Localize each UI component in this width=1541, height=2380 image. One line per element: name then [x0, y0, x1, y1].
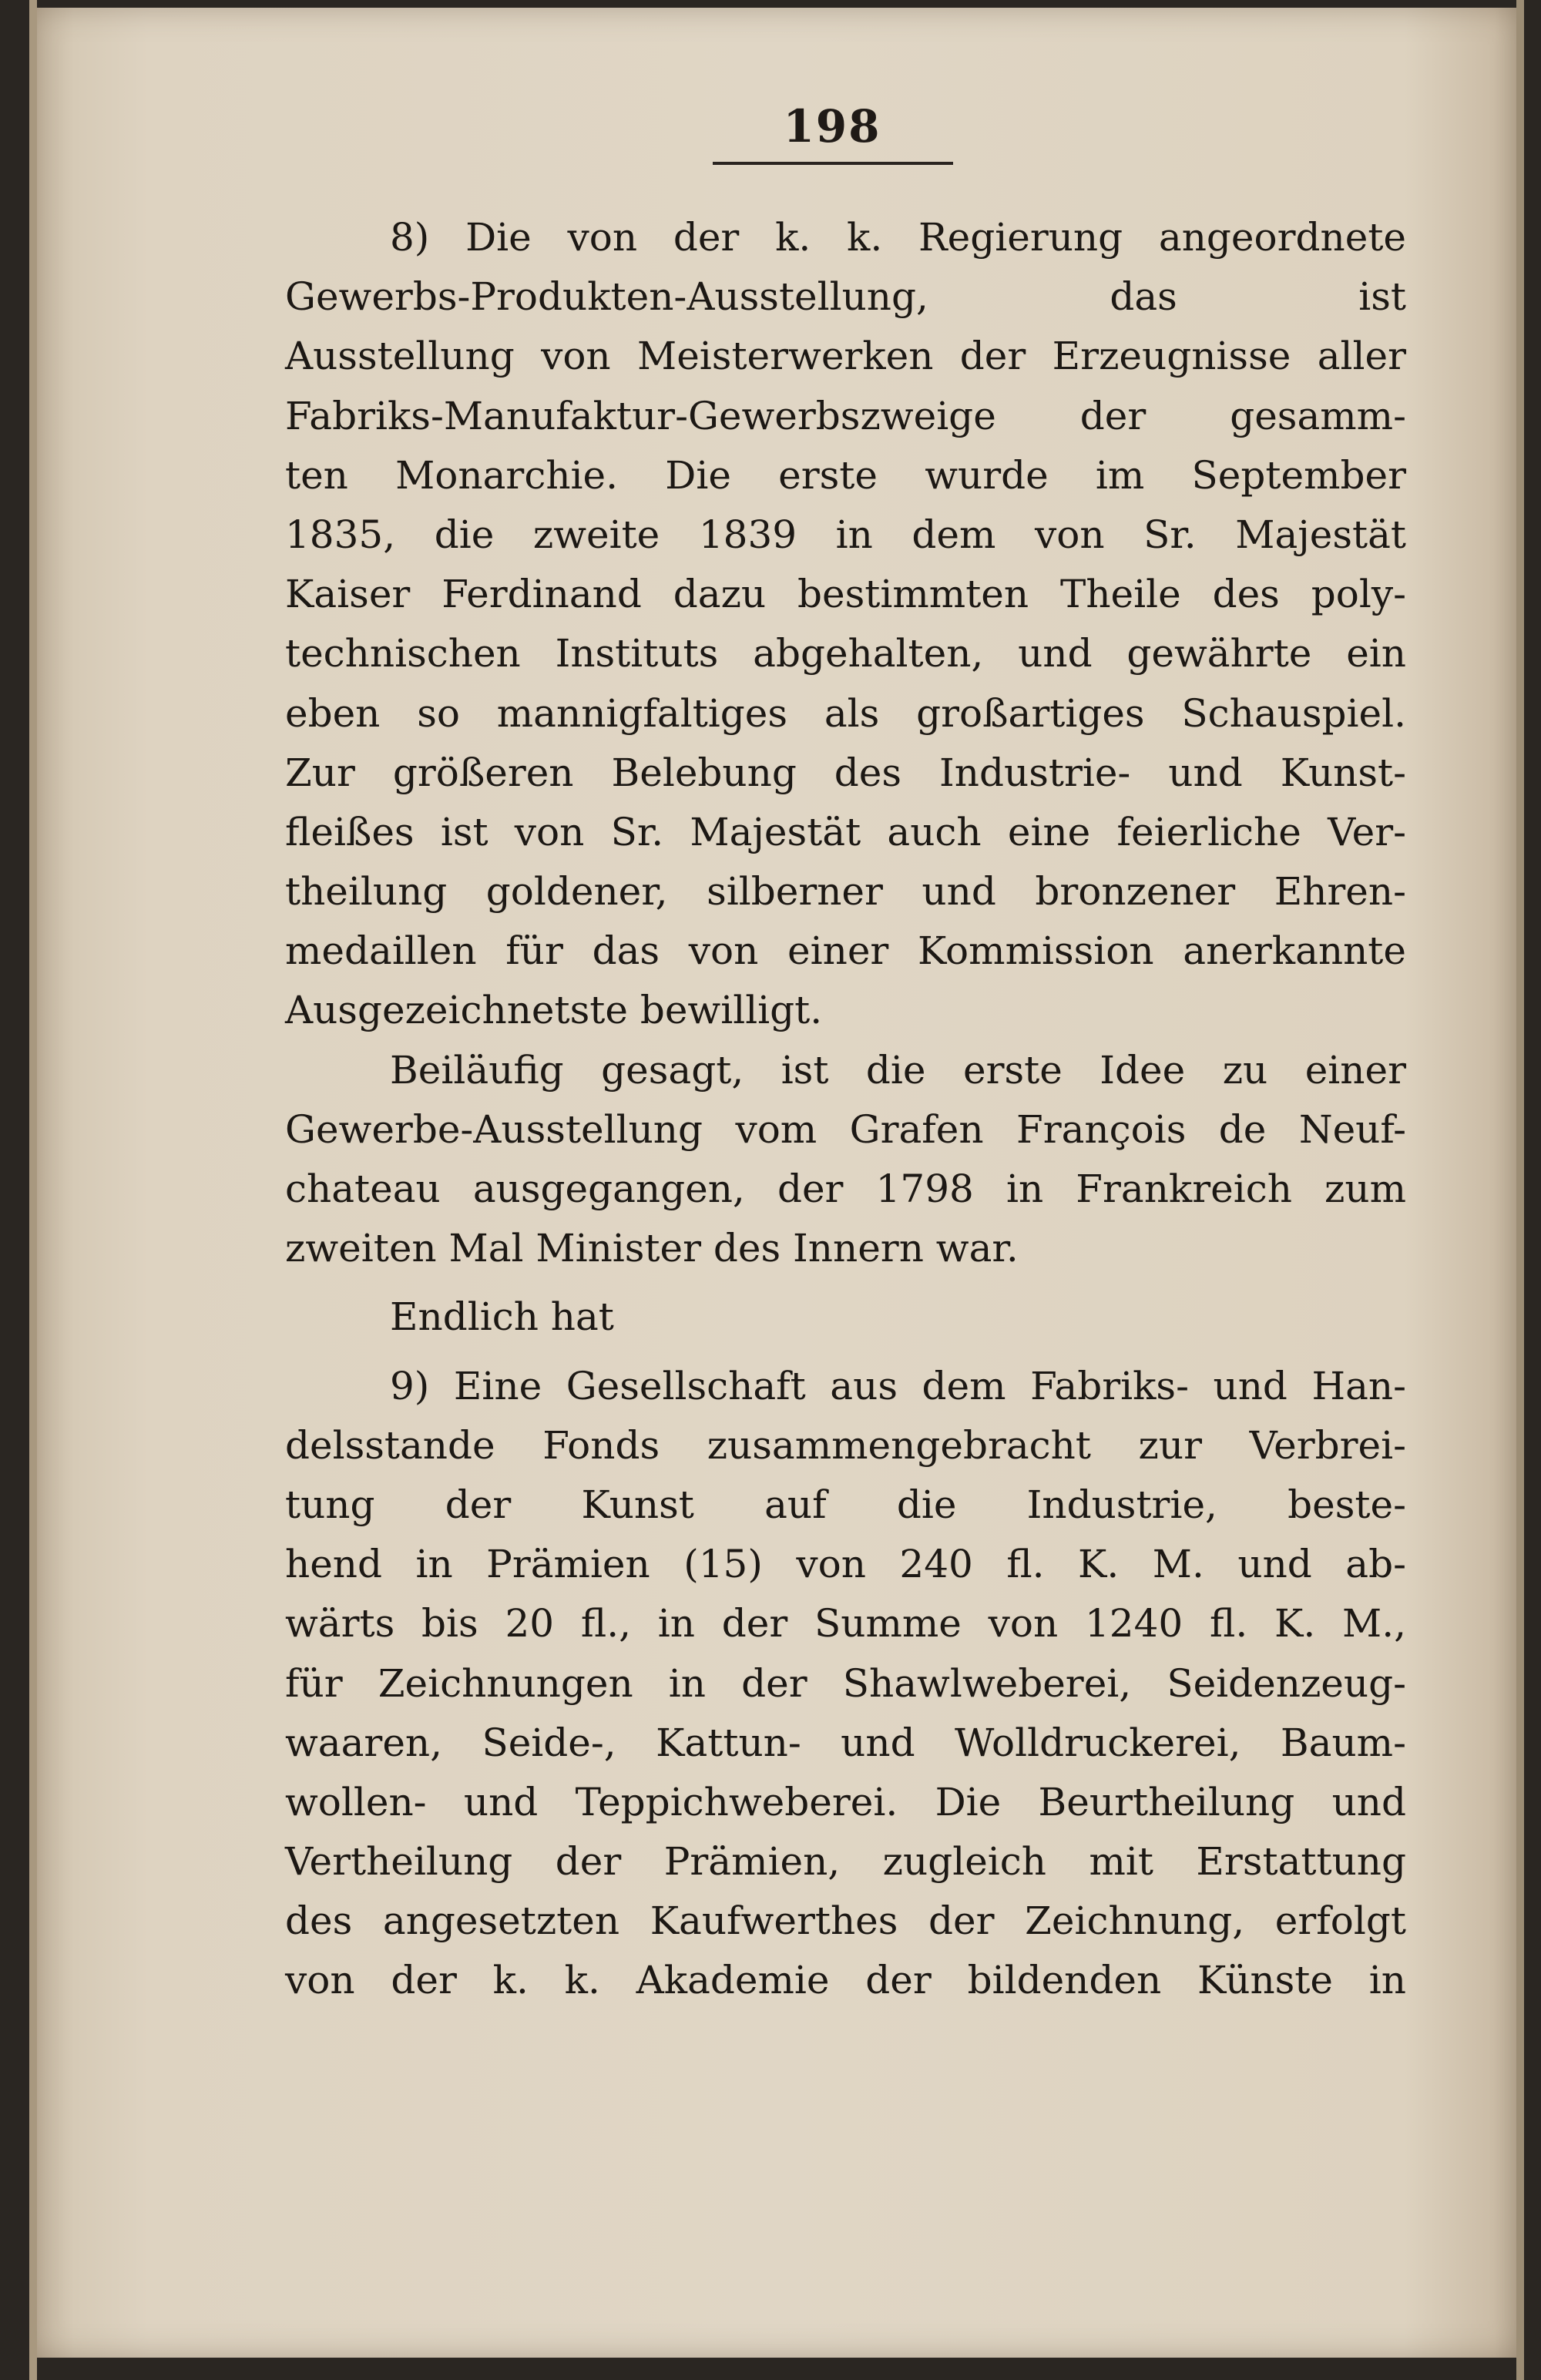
paragraph-9	[285, 1357, 1406, 2011]
text-line: wollen- und Teppichweberei. Die Beurtheilung und	[285, 1779, 1406, 1824]
text-line: ten Monarchie. Die erste wurde im September	[285, 452, 1406, 498]
paragraph-gap	[285, 1278, 1406, 1287]
header-rule	[713, 162, 953, 165]
text-line: des angesetzten Kaufwerthes der Zeichnung, erfolgt	[285, 1898, 1406, 1944]
text-line: Gewerbs-Produkten-Ausstellung, das ist	[285, 274, 1406, 320]
paragraph-gap	[285, 1348, 1406, 1357]
text-line: Gewerbe-Ausstellung vom Grafen François de Neuf-	[285, 1106, 1406, 1152]
text-line: 8) Die von der k. k. Regierung angeordnete	[390, 215, 1406, 260]
paragraph-8	[285, 208, 1406, 1041]
text-line: für Zeichnungen in der Shawlweberei, Seidenzeug-	[285, 1660, 1406, 1706]
text-line: Beiläufig gesagt, ist die erste Idee zu einer	[390, 1047, 1406, 1093]
text-line: theilung goldener, silberner und bronzener Ehren-	[285, 869, 1406, 915]
text-line: medaillen für das von einer Kommission anerkannte	[285, 928, 1406, 974]
text-line: 9) Eine Gesellschaft aus dem Fabriks- und Han-	[390, 1363, 1406, 1408]
page-edge-right	[1516, 0, 1524, 2380]
page-edge-left	[29, 0, 37, 2380]
text-line: Ausgezeichnetste bewilligt.	[285, 988, 823, 1033]
paragraph-endlich	[285, 1287, 1406, 1347]
text-line: wärts bis 20 fl., in der Summe von 1240 fl. K. M.,	[285, 1601, 1406, 1647]
text-line: Vertheilung der Prämien, zugleich mit Erstattung	[285, 1839, 1406, 1885]
text-line: Fabriks-Manufaktur-Gewerbszweige der gesamm-	[285, 393, 1406, 438]
text-line: technischen Instituts abgehalten, und gewährte ein	[285, 631, 1406, 676]
text-line: delsstande Fonds zusammengebracht zur Verbrei-	[285, 1422, 1406, 1468]
text-line: chateau ausgegangen, der 1798 in Frankreich zum	[285, 1167, 1406, 1211]
text-line: Kaiser Ferdinand dazu bestimmten Theile des poly-	[285, 572, 1406, 617]
text-line: fleißes ist von Sr. Majestät auch eine feierliche Ver-	[285, 809, 1406, 854]
text-line: hend in Prämien (15) von 240 fl. K. M. und ab-	[285, 1542, 1406, 1587]
body-text	[285, 208, 1406, 2011]
text-line: von der k. k. Akademie der bildenden Künste in	[285, 1958, 1406, 2003]
text-line: Ausstellung von Meisterwerken der Erzeugnisse aller	[285, 334, 1406, 379]
text-line: zweiten Mal Minister des Innern war.	[285, 1226, 1019, 1271]
text-line: 1835, die zweite 1839 in dem von Sr. Majestät	[285, 512, 1406, 557]
text-line: Zur größeren Belebung des Industrie- und Kunst-	[285, 750, 1406, 795]
text-line: eben so mannigfaltiges als großartiges Schauspiel.	[285, 690, 1406, 736]
paragraph-remark	[285, 1041, 1406, 1279]
page-number: 198	[783, 100, 881, 153]
text-line: Endlich hat	[390, 1294, 614, 1340]
text-line: waaren, Seide-, Kattun- und Wolldruckerei, Baum-	[285, 1720, 1406, 1765]
text-line: tung der Kunst auf die Industrie, beste-	[285, 1482, 1406, 1527]
